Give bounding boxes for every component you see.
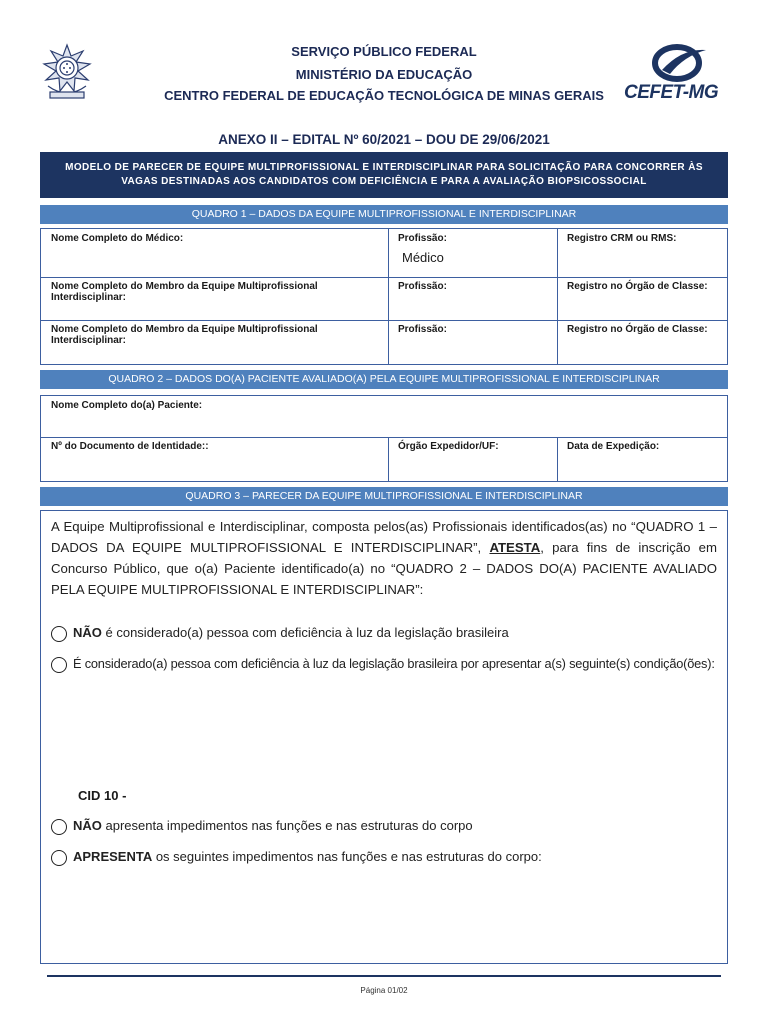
- option-no-impediments-text: apresenta impedimentos nas funções e nas estruturas do corpo: [101, 818, 473, 833]
- issue-date-field[interactable]: Data de Expedição:: [567, 441, 660, 452]
- member1-name-field[interactable]: Nome Completo do Membro da Equipe Multiprofissional Interdisciplinar:: [51, 281, 318, 303]
- member2-profession-field[interactable]: Profissão:: [398, 324, 447, 335]
- radio-not-disabled[interactable]: [51, 626, 67, 642]
- radio-disabled[interactable]: [51, 657, 67, 673]
- option-not-disabled-bold: NÃO: [73, 625, 102, 640]
- radio-no-impediments[interactable]: [51, 819, 67, 835]
- quadro2-header: QUADRO 2 – DADOS DO(A) PACIENTE AVALIADO(A) PELA EQUIPE MULTIPROFISSIONAL E INTERDISCIPLINAR: [40, 370, 728, 389]
- header-line-3: CENTRO FEDERAL DE EDUCAÇÃO TECNOLÓGICA DE MINAS GERAIS: [164, 88, 604, 103]
- quadro1-header: QUADRO 1 – DADOS DA EQUIPE MULTIPROFISSIONAL E INTERDISCIPLINAR: [40, 205, 728, 224]
- doctor-registry-field[interactable]: Registro CRM ou RMS:: [567, 233, 677, 244]
- option-no-impediments: [51, 818, 473, 835]
- member1-profession-field[interactable]: Profissão:: [398, 281, 447, 292]
- doctor-profession-label: Profissão:: [398, 233, 447, 244]
- cefet-logo-text: CEFET-MG: [624, 82, 719, 103]
- option-disabled: [51, 656, 715, 673]
- attestation-text-before: A Equipe Multiprofissional e Interdisciplinar, composta pelos(as) Profissionais identificados(as) no “QUADRO 1 – DADOS DA EQUIPE MULTIPROFISSIONAL E INTERDISCIPLINAR”,: [51, 519, 717, 555]
- option-has-impediments: [51, 849, 542, 866]
- model-title-line-1: MODELO DE PARECER DE EQUIPE MULTIPROFISSIONAL E INTERDISCIPLINAR PARA SOLICITAÇÃO PARA CONCORRER ÀS: [65, 162, 703, 173]
- member1-registry-field[interactable]: Registro no Órgão de Classe:: [567, 281, 708, 292]
- header-line-2: MINISTÉRIO DA EDUCAÇÃO: [295, 67, 473, 82]
- option-not-disabled-text: é considerado(a) pessoa com deficiência à luz da legislação brasileira: [101, 625, 509, 640]
- annex-title: ANEXO II – EDITAL Nº 60/2021 – DOU DE 29/06/2021: [218, 132, 550, 147]
- cefet-logo: [622, 42, 732, 108]
- cefet-logo-icon: [622, 42, 732, 82]
- issuer-field[interactable]: Órgão Expedidor/UF:: [398, 441, 499, 452]
- doctor-name-field[interactable]: Nome Completo do Médico:: [51, 233, 184, 244]
- quadro2-table: [40, 395, 728, 482]
- option-no-impediments-bold: NÃO: [73, 818, 102, 833]
- radio-has-impediments[interactable]: [51, 850, 67, 866]
- attestation-keyword: ATESTA: [489, 540, 541, 555]
- model-title-bar: [40, 152, 728, 198]
- page-number: Página 01/02: [360, 986, 408, 995]
- option-disabled-text: É considerado(a) pessoa com deficiência à luz da legislação brasileira por apresentar a(s) seguinte(s) condição(ões):: [73, 656, 715, 671]
- quadro1-table: [40, 228, 728, 365]
- doctor-profession-value: Médico: [402, 250, 444, 265]
- model-title-line-2: VAGAS DESTINADAS AOS CANDIDATOS COM DEFICIÊNCIA E PARA A AVALIAÇÃO BIOPSICOSSOCIAL: [121, 176, 647, 187]
- option-has-impediments-text: os seguintes impedimentos nas funções e nas estruturas do corpo:: [152, 849, 542, 864]
- attestation-paragraph: [51, 516, 717, 600]
- patient-name-field[interactable]: Nome Completo do(a) Paciente:: [51, 400, 203, 411]
- member2-registry-field[interactable]: Registro no Órgão de Classe:: [567, 324, 708, 335]
- footer-divider: [47, 975, 721, 977]
- option-has-impediments-bold: APRESENTA: [73, 849, 153, 864]
- attestation-text-after: , para fins de inscrição em Concurso Público, que o(a) Paciente identificado(a) no “QUADRO 2 – DADOS DO(A) PACIENTE AVALIADO PELA EQUIPE MULTIPROFISSIONAL E INTERDISCIPLINAR”:: [51, 540, 717, 597]
- member2-name-field[interactable]: Nome Completo do Membro da Equipe Multiprofissional Interdisciplinar:: [51, 324, 318, 346]
- header-line-1: SERVIÇO PÚBLICO FEDERAL: [291, 44, 477, 59]
- doctor-profession-field[interactable]: [388, 230, 557, 277]
- cid-label: CID 10 -: [78, 788, 127, 803]
- quadro3-header: QUADRO 3 – PARECER DA EQUIPE MULTIPROFISSIONAL E INTERDISCIPLINAR: [40, 487, 728, 506]
- option-not-disabled: [51, 625, 509, 642]
- id-document-field[interactable]: Nº do Documento de Identidade::: [51, 441, 209, 452]
